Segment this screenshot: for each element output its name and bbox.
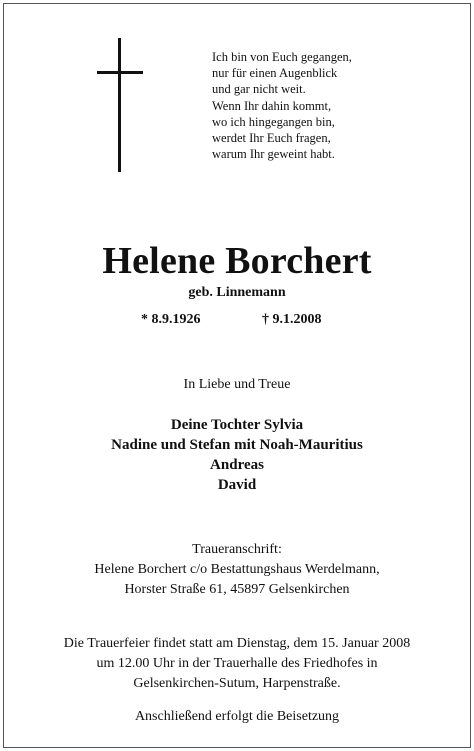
dedication: In Liebe und Treue <box>183 377 291 392</box>
birth-date: * 8.9.1926 <box>141 312 201 327</box>
mourner-line: Nadine und Stefan mit Noah-Mauritius <box>111 437 363 453</box>
funeral-line: Die Trauerfeier findet statt am Dienstag, dem 15. Januar 2008 <box>63 636 411 651</box>
poem <box>212 49 412 162</box>
mourner-line: Andreas <box>210 457 264 473</box>
funeral-line: Gelsenkirchen-Sutum, Harpenstraße. <box>133 676 341 691</box>
condolence-address-line: Horster Straße 61, 45897 Gelsenkirchen <box>124 582 350 597</box>
cross-icon <box>97 38 143 172</box>
cross-vertical-bar <box>118 38 121 172</box>
mourner-line: Deine Tochter Sylvia <box>170 417 304 433</box>
death-date: † 9.1.2008 <box>262 312 322 327</box>
poem-line: und gar nicht weit. <box>212 82 306 97</box>
maiden-name: geb. Linnemann <box>188 285 286 300</box>
poem-line: nur für einen Augenblick <box>212 66 338 81</box>
poem-line: werdet Ihr Euch fragen, <box>212 131 331 146</box>
poem-line: wo ich hingegangen bin, <box>212 114 335 129</box>
cross-horizontal-bar <box>97 71 143 74</box>
funeral-line: um 12.00 Uhr in der Trauerhalle des Friedhofes in <box>96 656 378 671</box>
funeral-details <box>0 634 474 694</box>
condolence-address <box>0 540 474 600</box>
poem-line: warum Ihr geweint habt. <box>212 147 335 162</box>
burial-note: Anschließend erfolgt die Beisetzung <box>134 709 340 724</box>
condolence-address-line: Helene Borchert c/o Bestattungshaus Werdelmann, <box>94 562 380 577</box>
condolence-address-label: Traueranschrift: <box>192 542 282 557</box>
mourners-list <box>0 415 474 495</box>
poem-line: Wenn Ihr dahin kommt, <box>212 98 332 113</box>
poem-line: Ich bin von Euch gegangen, <box>212 50 352 64</box>
mourner-line: David <box>217 477 257 493</box>
deceased-name: Helene Borchert <box>102 240 372 282</box>
